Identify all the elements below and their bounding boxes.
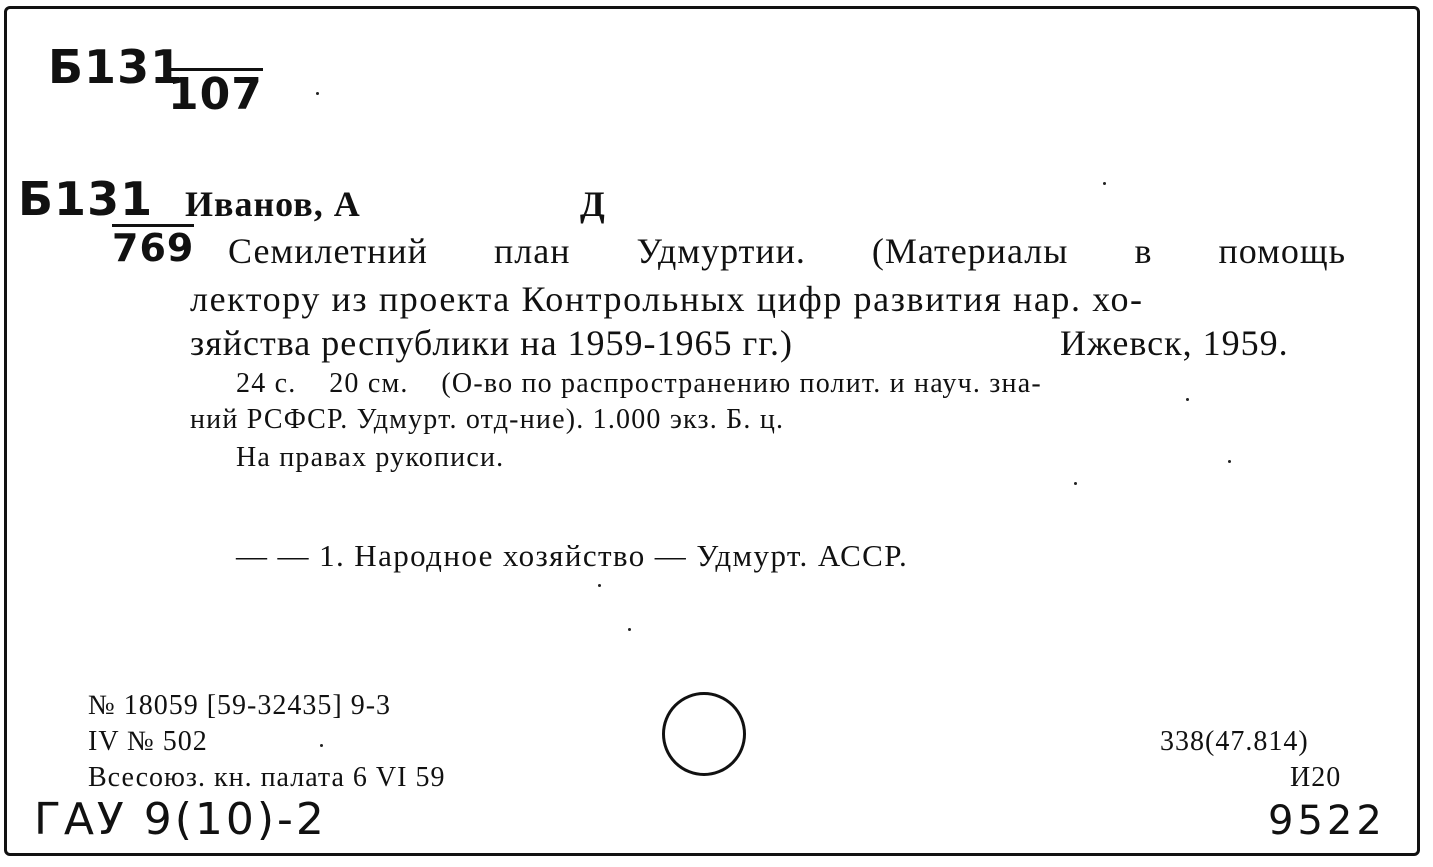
entry-title-line-2: лектору из проекта Контрольных цифр развития нар. хо-: [190, 279, 1144, 319]
entry-title-line-3-left: зяйства республики на 1959-1965 гг.): [190, 323, 793, 363]
footer-code: И20: [1290, 762, 1342, 793]
scan-speck: [320, 744, 323, 747]
scan-speck: [1186, 398, 1189, 401]
entry-title-line-1: [228, 230, 1346, 272]
footer-issuer: Всесоюз. кн. палата 6 VI 59: [88, 762, 446, 793]
title-word: Семилетний: [228, 231, 428, 271]
entry-collation-line-1: 24 с. 20 см. (О-во по распространению полит. и науч. зна-: [236, 368, 1042, 399]
handwritten-shelfmark-top: Б131: [48, 40, 184, 94]
handwritten-bottom-right: 9522: [1268, 798, 1386, 844]
handwritten-bottom-left: ГАУ 9(10)-2: [34, 794, 327, 845]
title-word: (Материалы: [871, 231, 1069, 271]
handwritten-shelfmark-main: Б131: [18, 172, 154, 226]
scan-speck: [316, 92, 319, 95]
handwritten-shelfmark-top-sub: 107: [168, 69, 263, 120]
title-word: Удмуртии.: [636, 231, 806, 271]
entry-heading-initial: Д: [580, 184, 606, 224]
entry-collation-line-2: ний РСФСР. Удмурт. отд-ние). 1.000 экз. Б. ц.: [190, 404, 785, 435]
scan-speck: [1228, 460, 1231, 463]
entry-title-line-3-right: Ижевск, 1959.: [1060, 323, 1289, 363]
footer-udc: 338(47.814): [1160, 726, 1309, 757]
stamp-circle: [662, 692, 746, 776]
title-word: помощь: [1218, 231, 1346, 271]
entry-note: На правах рукописи.: [236, 442, 505, 473]
title-word: в: [1134, 231, 1153, 271]
scan-speck: [628, 628, 631, 631]
entry-subject-tracing: — — 1. Народное хозяйство — Удмурт. АССР.: [236, 538, 909, 573]
scan-speck: [598, 584, 601, 587]
footer-card-number: № 18059 [59-32435] 9-3: [88, 690, 392, 721]
entry-heading-surname: Иванов, А: [185, 184, 361, 224]
scan-speck: [1103, 182, 1106, 185]
handwritten-shelfmark-main-sub: 769: [112, 226, 195, 270]
footer-chronicle-number: IV № 502: [88, 726, 208, 757]
scan-speck: [1074, 482, 1077, 485]
title-word: план: [494, 231, 571, 271]
